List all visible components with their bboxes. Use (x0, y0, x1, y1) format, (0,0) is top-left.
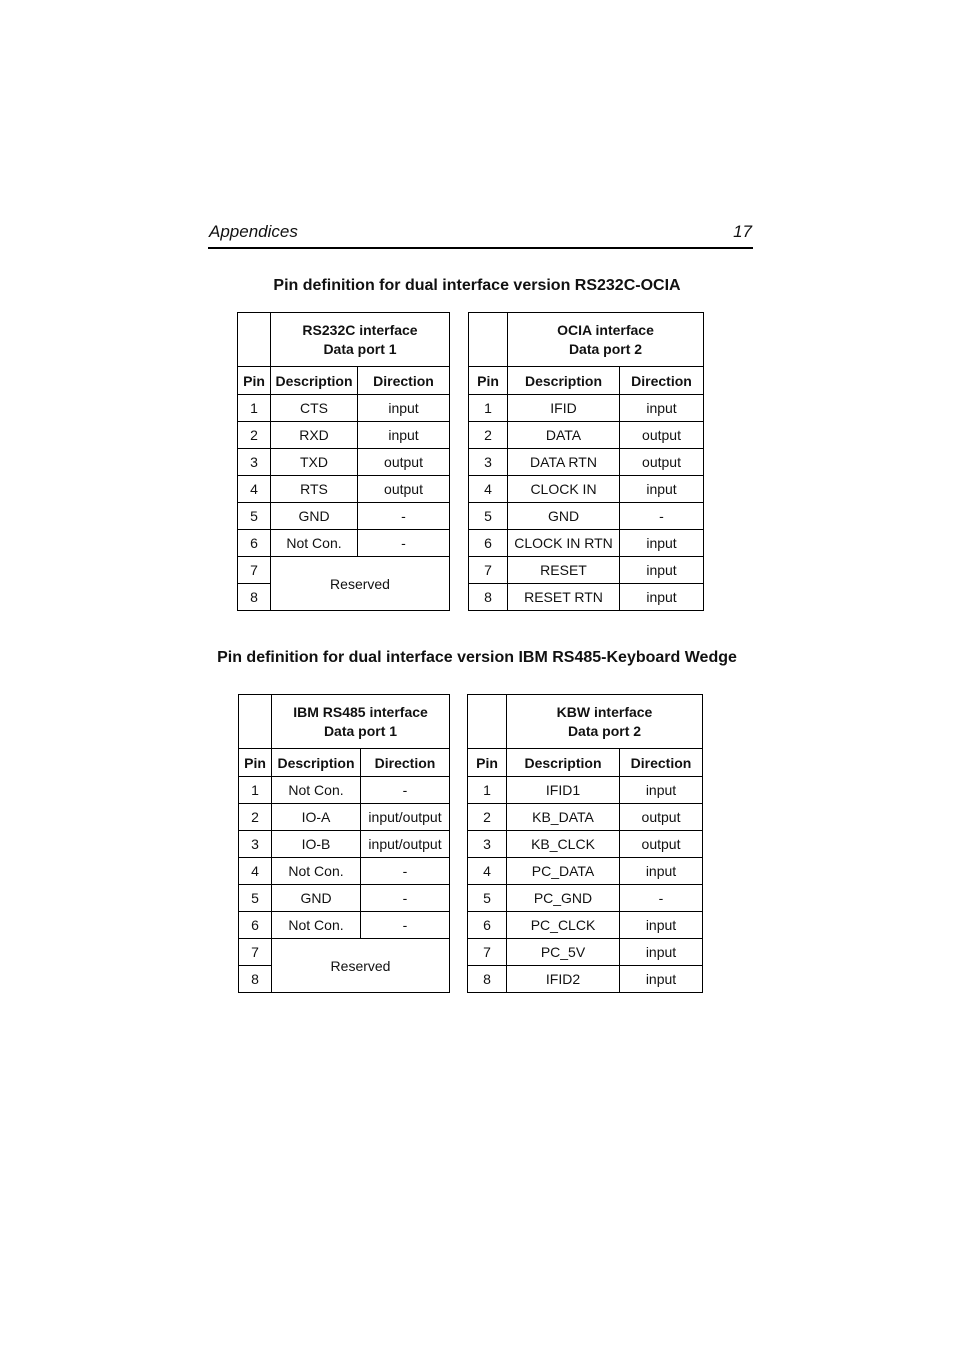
description-cell: RESET (508, 557, 620, 584)
direction-cell: input/output (361, 804, 450, 831)
table-row (239, 912, 450, 939)
pin-cell: 5 (238, 503, 271, 530)
interface-header (508, 313, 704, 367)
description-cell: CLOCK IN (508, 476, 620, 503)
reserved-cell: Reserved (272, 939, 450, 993)
pin-cell: 5 (469, 503, 508, 530)
interface-name: OCIA interface (557, 321, 654, 338)
table-row (468, 804, 703, 831)
table-row (469, 584, 704, 611)
pin-cell: 4 (238, 476, 271, 503)
description-cell: PC_CLCK (507, 912, 620, 939)
description-cell: Not Con. (272, 912, 361, 939)
pin-cell: 2 (238, 422, 271, 449)
direction-cell: output (620, 804, 703, 831)
description-cell: Not Con. (272, 858, 361, 885)
description-cell: DATA (508, 422, 620, 449)
column-header-description: Description (272, 749, 361, 777)
direction-cell: - (361, 912, 450, 939)
pin-cell: 8 (469, 584, 508, 611)
direction-cell: input (358, 422, 450, 449)
description-cell: RTS (271, 476, 358, 503)
direction-cell: - (361, 885, 450, 912)
table-row (468, 831, 703, 858)
page-number: 17 (733, 222, 752, 241)
table-row (469, 503, 704, 530)
pin-cell: 5 (239, 885, 272, 912)
table-row (239, 939, 450, 966)
direction-cell: - (358, 530, 450, 557)
pin-cell: 6 (468, 912, 507, 939)
table-row (469, 449, 704, 476)
pin-cell: 4 (468, 858, 507, 885)
table-row (468, 777, 703, 804)
column-header-description: Description (507, 749, 620, 777)
description-cell: RXD (271, 422, 358, 449)
direction-cell: - (361, 858, 450, 885)
column-header-direction: Direction (358, 367, 450, 395)
direction-cell: input (358, 395, 450, 422)
direction-cell: input (620, 530, 704, 557)
port-name: Data port 1 (323, 340, 397, 357)
table-row (468, 885, 703, 912)
table-row (468, 966, 703, 993)
description-cell: RESET RTN (508, 584, 620, 611)
pin-cell: 4 (469, 476, 508, 503)
description-cell: PC_5V (507, 939, 620, 966)
section-title-rs485-kbw: Pin definition for dual interface version IBM RS485-Keyboard Wedge (217, 649, 737, 666)
table-row (238, 449, 450, 476)
interface-header (271, 313, 450, 367)
table-row (468, 858, 703, 885)
direction-cell: input (620, 939, 703, 966)
pin-cell: 7 (238, 557, 271, 584)
pin-cell: 1 (468, 777, 507, 804)
description-cell: PC_DATA (507, 858, 620, 885)
pin-cell: 6 (469, 530, 508, 557)
table-row (238, 530, 450, 557)
pin-cell: 2 (239, 804, 272, 831)
description-cell: Not Con. (272, 777, 361, 804)
direction-cell: - (358, 503, 450, 530)
column-header-description: Description (271, 367, 358, 395)
reserved-cell: Reserved (271, 557, 450, 611)
direction-cell: output (620, 422, 704, 449)
direction-cell: input (620, 912, 703, 939)
pin-cell: 7 (469, 557, 508, 584)
pin-cell: 2 (468, 804, 507, 831)
pin-table-ocia (468, 312, 704, 611)
direction-cell: input (620, 858, 703, 885)
description-cell: CLOCK IN RTN (508, 530, 620, 557)
interface-header (507, 695, 703, 749)
column-header-direction: Direction (361, 749, 450, 777)
description-cell: IO-B (272, 831, 361, 858)
pin-cell: 6 (238, 530, 271, 557)
port-name: Data port 2 (567, 722, 642, 739)
pin-cell: 3 (468, 831, 507, 858)
pin-cell: 1 (469, 395, 508, 422)
pin-cell: 1 (239, 777, 272, 804)
table-row (238, 557, 450, 584)
interface-name: RS232C interface (302, 321, 418, 338)
pin-cell: 7 (239, 939, 272, 966)
direction-cell: input (620, 777, 703, 804)
description-cell: DATA RTN (508, 449, 620, 476)
description-cell: GND (271, 503, 358, 530)
description-cell: IO-A (272, 804, 361, 831)
table-row (468, 912, 703, 939)
description-cell: IFID2 (507, 966, 620, 993)
table-row (239, 858, 450, 885)
table-row (238, 395, 450, 422)
interface-name: IBM RS485 interface (293, 703, 428, 720)
pin-cell: 3 (239, 831, 272, 858)
table-row (239, 804, 450, 831)
description-cell: TXD (271, 449, 358, 476)
description-cell: IFID1 (507, 777, 620, 804)
pin-cell: 1 (238, 395, 271, 422)
pin-table-kbw (467, 694, 703, 993)
pin-cell: 7 (468, 939, 507, 966)
table-row (469, 422, 704, 449)
pin-cell: 8 (239, 966, 272, 993)
direction-cell: - (361, 777, 450, 804)
table-row (239, 885, 450, 912)
column-header-direction: Direction (620, 367, 704, 395)
table-row (469, 476, 704, 503)
description-cell: CTS (271, 395, 358, 422)
pin-table-ibm-rs485 (238, 694, 450, 993)
column-header-description: Description (508, 367, 620, 395)
direction-cell: - (620, 503, 704, 530)
description-cell: PC_GND (507, 885, 620, 912)
pin-cell: 4 (239, 858, 272, 885)
direction-cell: input/output (361, 831, 450, 858)
direction-cell: output (620, 831, 703, 858)
column-header-pin: Pin (239, 749, 272, 777)
description-cell: Not Con. (271, 530, 358, 557)
pin-cell: 8 (468, 966, 507, 993)
column-header-pin: Pin (468, 749, 507, 777)
direction-cell: - (620, 885, 703, 912)
direction-cell: input (620, 557, 704, 584)
pin-cell: 5 (468, 885, 507, 912)
direction-cell: input (620, 584, 704, 611)
table-row (468, 939, 703, 966)
interface-header (272, 695, 450, 749)
description-cell: KB_DATA (507, 804, 620, 831)
direction-cell: input (620, 476, 704, 503)
table-row (469, 395, 704, 422)
column-header-direction: Direction (620, 749, 703, 777)
table-row (239, 777, 450, 804)
interface-name: KBW interface (556, 703, 653, 720)
pin-cell: 6 (239, 912, 272, 939)
description-cell: IFID (508, 395, 620, 422)
pin-table-rs232c (237, 312, 450, 611)
blank-corner-cell (239, 695, 272, 749)
direction-cell: output (620, 449, 704, 476)
port-name: Data port 1 (323, 722, 398, 739)
table-row (238, 503, 450, 530)
section-title-rs232c-ocia: Pin definition for dual interface version RS232C-OCIA (273, 277, 681, 294)
table-row (238, 422, 450, 449)
running-head: Appendices (209, 222, 298, 241)
pin-cell: 8 (238, 584, 271, 611)
description-cell: GND (508, 503, 620, 530)
blank-corner-cell (238, 313, 271, 367)
table-row (469, 530, 704, 557)
port-name: Data port 2 (568, 340, 643, 357)
description-cell: KB_CLCK (507, 831, 620, 858)
blank-corner-cell (469, 313, 508, 367)
description-cell: GND (272, 885, 361, 912)
table-row (238, 476, 450, 503)
pin-cell: 3 (469, 449, 508, 476)
direction-cell: output (358, 476, 450, 503)
blank-corner-cell (468, 695, 507, 749)
page-header (208, 222, 753, 249)
table-row (239, 831, 450, 858)
pin-cell: 3 (238, 449, 271, 476)
direction-cell: output (358, 449, 450, 476)
direction-cell: input (620, 395, 704, 422)
pin-cell: 2 (469, 422, 508, 449)
column-header-pin: Pin (238, 367, 271, 395)
column-header-pin: Pin (469, 367, 508, 395)
table-row (469, 557, 704, 584)
direction-cell: input (620, 966, 703, 993)
